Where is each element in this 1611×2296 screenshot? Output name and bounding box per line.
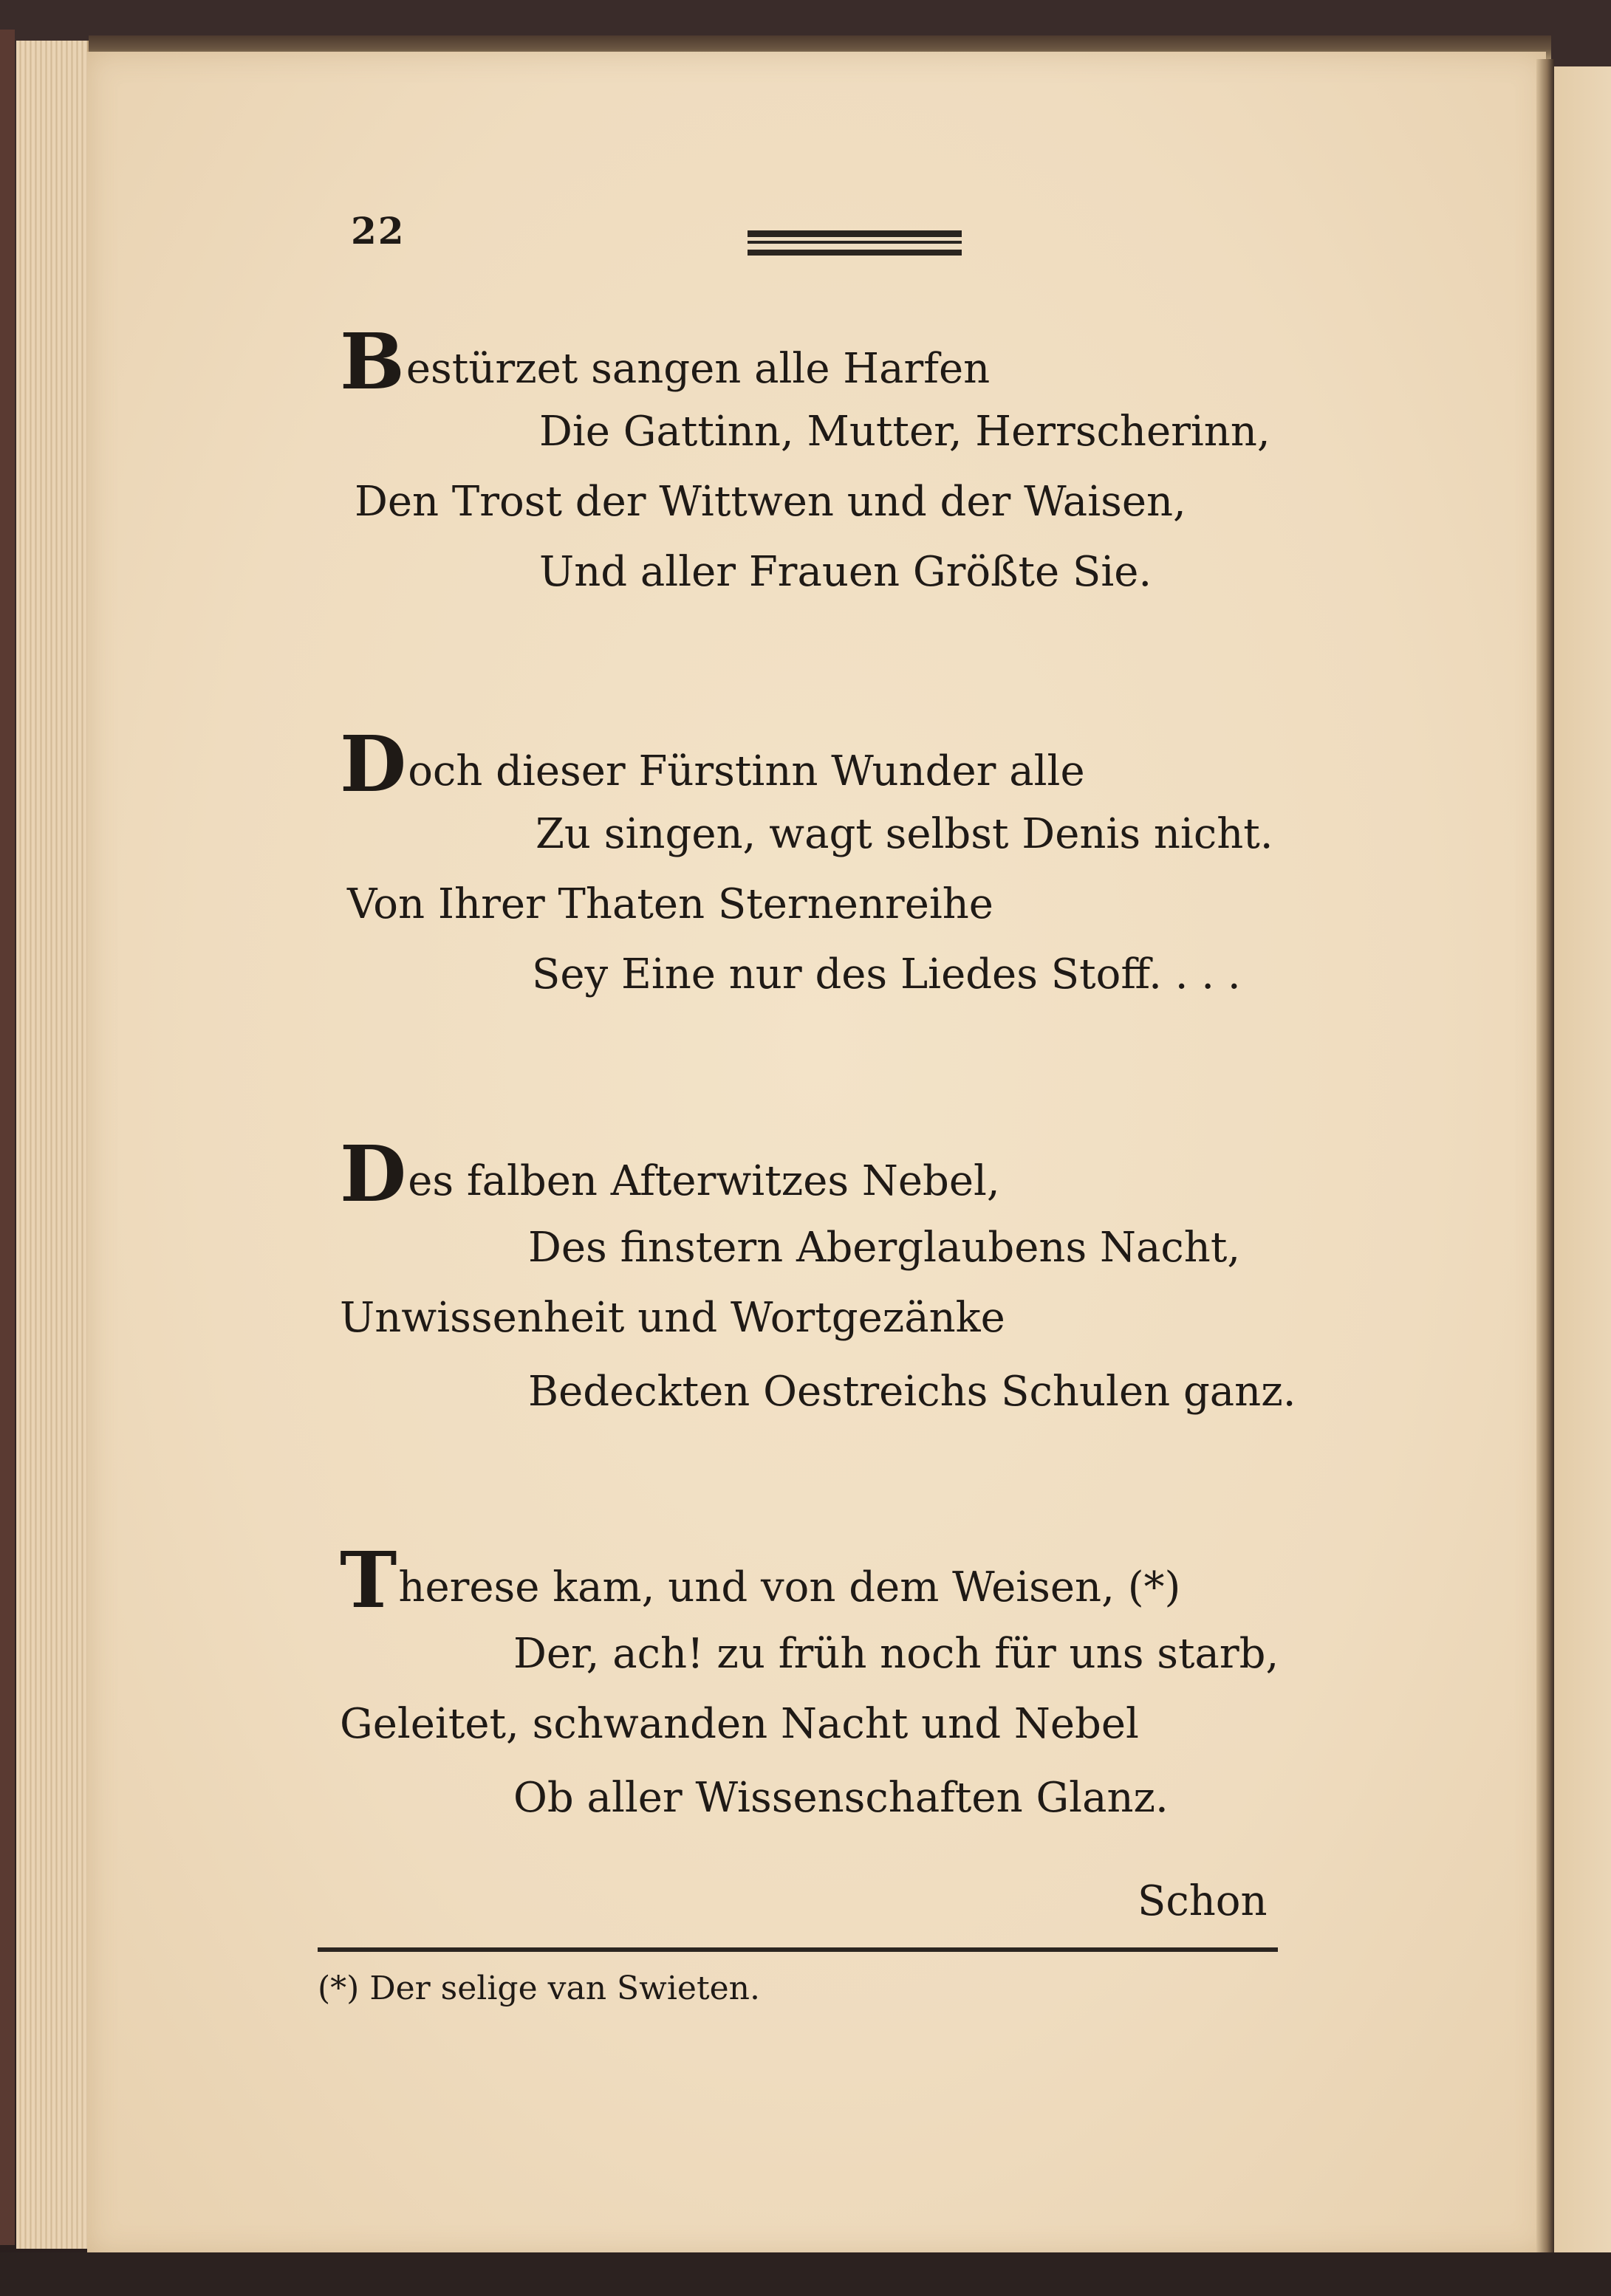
drop-initial: D xyxy=(340,719,407,809)
page-number: 22 xyxy=(351,209,406,253)
verse-line: Und aller Frauen Größte Sie. xyxy=(539,548,1152,596)
verse-line: Unwissenheit und Wortgezänke xyxy=(340,1294,1005,1342)
catchword: Schon xyxy=(1138,1877,1268,1925)
verse-line: Sey Eine nur des Liedes Stoff. . . . xyxy=(532,950,1241,998)
verse-line: Ob aller Wissenschaften Glanz. xyxy=(513,1774,1169,1822)
verse-line: Doch dieser Fürstinn Wunder alle xyxy=(340,719,1085,809)
verse-line: Zu singen, wagt selbst Denis nicht. xyxy=(536,810,1273,858)
book-cover-edge xyxy=(0,30,15,2245)
verse-line: Die Gattinn, Mutter, Herrscherinn, xyxy=(539,408,1270,456)
verse-line: Von Ihrer Thaten Sternenreihe xyxy=(347,880,993,928)
verse-line: Therese kam, und von dem Weisen, (*) xyxy=(340,1535,1181,1625)
verse-line: Den Trost der Wittwen und der Waisen, xyxy=(355,478,1186,526)
drop-initial: B xyxy=(340,316,405,407)
verse-line: Bedeckten Oestreichs Schulen ganz. xyxy=(528,1368,1296,1416)
header-ornament-rule xyxy=(748,230,962,257)
scan-bottom-edge xyxy=(0,2252,1611,2296)
verse-line: Des finstern Aberglaubens Nacht, xyxy=(528,1224,1241,1272)
verse-line: Geleitet, schwanden Nacht und Nebel xyxy=(340,1700,1139,1748)
verse-line: Bestürzet sangen alle Harfen xyxy=(340,316,991,407)
drop-initial: D xyxy=(340,1128,407,1219)
footnote-rule xyxy=(318,1947,1278,1952)
page-block-edges xyxy=(16,41,89,2249)
footnote: (*) Der selige van Swieten. xyxy=(318,1970,760,2007)
book-gutter xyxy=(1536,59,1554,2252)
facing-page-edge xyxy=(1554,66,1611,2252)
verse-line: Der, ach! zu früh noch für uns starb, xyxy=(513,1630,1279,1678)
verse-line: Des falben Afterwitzes Nebel, xyxy=(340,1128,1000,1219)
drop-initial: T xyxy=(340,1535,397,1625)
